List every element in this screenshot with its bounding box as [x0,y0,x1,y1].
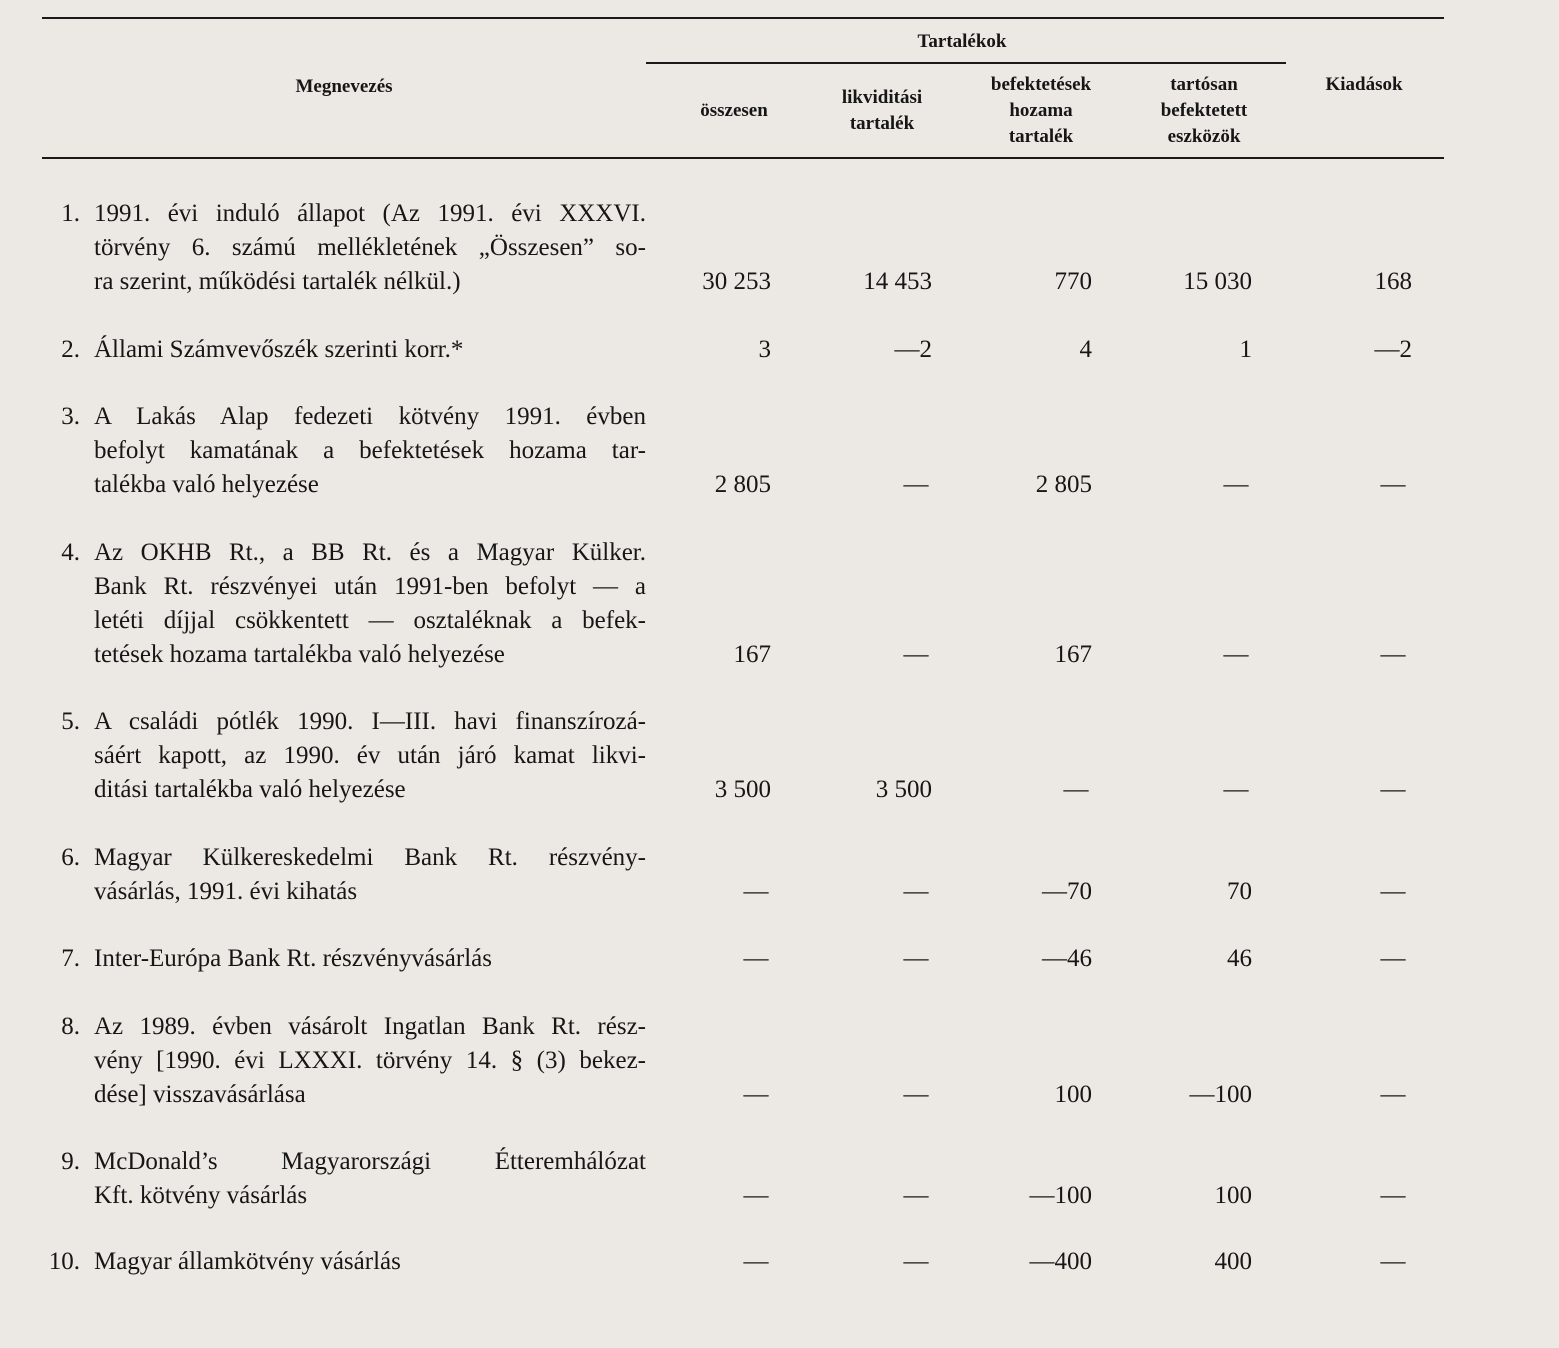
cell-tartosan-befektetett: — [1223,471,1249,498]
cell-tartosan-befektetett: — [1223,776,1249,803]
row-description [94,1245,646,1279]
row-number: 6. [61,844,80,871]
row-description-line: Magyar államkötvény vásárlás [94,1248,401,1275]
cell-likviditasi-tartalek: —2 [894,336,932,363]
cell-likviditasi-tartalek: — [903,641,929,668]
row-number: 9. [61,1148,80,1175]
cell-osszesen: — [743,1081,769,1108]
row-number: 3. [61,403,80,430]
cell-osszesen: 167 [733,641,771,668]
header-top-rule [42,17,1444,19]
cell-likviditasi-tartalek: — [903,945,929,972]
cell-befektetesek-hozama: 100 [1054,1081,1092,1108]
cell-tartosan-befektetett: 400 [1214,1248,1252,1275]
row-description-line: tetések hozama tartalékba való helyezése [94,641,505,668]
row-description [94,333,646,367]
cell-likviditasi-tartalek: 14 453 [863,268,932,295]
row-number: 4. [61,539,80,566]
row-description [94,841,646,909]
cell-osszesen: 3 500 [714,776,771,803]
row-description-line: Állami Számvevőszék szerinti korr.* [94,336,464,363]
cell-tartosan-befektetett: 46 [1227,945,1252,972]
cell-kiadasok: — [1380,776,1406,803]
cell-osszesen: 3 [758,336,771,363]
cell-likviditasi-tartalek: — [903,1248,929,1275]
row-description-line: befolyt kamatának a befektetések hozama tar- [94,437,646,464]
row-description-line: Inter-Európa Bank Rt. részvényvásárlás [94,945,492,972]
cell-likviditasi-tartalek: 3 500 [875,776,932,803]
cell-osszesen: 30 253 [702,268,771,295]
row-description-line: dése] visszavásárlása [94,1081,306,1108]
cell-kiadasok: 168 [1374,268,1412,295]
cell-befektetesek-hozama: —100 [1029,1182,1092,1209]
row-description [94,942,646,976]
cell-tartosan-befektetett: 100 [1214,1182,1252,1209]
cell-tartosan-befektetett: 15 030 [1183,268,1252,295]
row-description-line: Bank Rt. részvényei után 1991-ben befolyt — a [94,573,646,600]
cell-kiadasok: — [1380,1081,1406,1108]
row-number: 1. [61,200,80,227]
column-header-likviditasi-tartalek: likviditási tartalék [841,87,923,134]
cell-osszesen: — [743,1248,769,1275]
row-description [94,1145,646,1213]
row-description-line: 1991. évi induló állapot (Az 1991. évi XXXVI. [94,200,646,227]
row-description [94,1010,646,1112]
row-description-line: A családi pótlék 1990. I—III. havi finanszírozá- [94,708,646,735]
row-number: 7. [61,945,80,972]
row-description-line: Az OKHB Rt., a BB Rt. és a Magyar Külker. [94,539,646,566]
row-description [94,536,646,672]
cell-tartosan-befektetett: — [1223,641,1249,668]
cell-tartosan-befektetett: —100 [1189,1081,1252,1108]
row-description-line: ra szerint, működési tartalék nélkül.) [94,268,461,295]
column-header-osszesen: összesen [700,100,768,121]
row-description [94,197,646,299]
cell-befektetesek-hozama: 4 [1079,336,1092,363]
cell-kiadasok: —2 [1374,336,1412,363]
column-header-befektetesek-hozama: befektetések hozama tartalék [990,74,1092,147]
row-number: 5. [61,708,80,735]
cell-likviditasi-tartalek: — [903,1182,929,1209]
row-description [94,705,646,807]
row-description-line: sáért kapott, az 1990. év után járó kamat likvi- [94,742,646,769]
cell-kiadasok: — [1380,641,1406,668]
row-number: 2. [61,336,80,363]
row-description-line: vásárlás, 1991. évi kihatás [94,878,358,905]
cell-befektetesek-hozama: — [1063,776,1089,803]
row-description-line: letéti díjjal csökkentett — osztaléknak a befek- [94,607,646,634]
cell-befektetesek-hozama: —70 [1042,878,1092,905]
header-bottom-rule [42,157,1444,159]
cell-likviditasi-tartalek: — [903,1081,929,1108]
row-description-line: törvény 6. számú mellékletének „Összesen” so- [94,234,646,261]
cell-befektetesek-hozama: 770 [1054,268,1092,295]
row-description-line: Az 1989. évben vásárolt Ingatlan Bank Rt. rész- [94,1013,646,1040]
cell-kiadasok: — [1380,945,1406,972]
row-number: 8. [61,1013,80,1040]
cell-kiadasok: — [1380,1248,1406,1275]
cell-osszesen: — [743,1182,769,1209]
column-group-tartalekok: Tartalékok [917,31,1007,52]
cell-befektetesek-hozama: 2 805 [1035,471,1092,498]
row-number: 10. [48,1248,80,1275]
cell-likviditasi-tartalek: — [903,878,929,905]
group-underline [646,62,1286,64]
cell-osszesen: — [743,945,769,972]
cell-likviditasi-tartalek: — [903,471,929,498]
row-description-line: vény [1990. évi LXXXI. törvény 14. § (3) bekez- [94,1047,646,1074]
cell-osszesen: 2 805 [714,471,771,498]
cell-tartosan-befektetett: 1 [1239,336,1252,363]
cell-befektetesek-hozama: —400 [1029,1248,1092,1275]
row-description [94,400,646,502]
cell-befektetesek-hozama: 167 [1054,641,1092,668]
row-description-line: talékba való helyezése [94,471,319,498]
cell-kiadasok: — [1380,471,1406,498]
cell-befektetesek-hozama: —46 [1042,945,1092,972]
cell-tartosan-befektetett: 70 [1227,878,1252,905]
column-header-tartosan-befektetett: tartósan befektetett eszközök [1160,74,1248,147]
row-description-line: McDonald’s Magyarországi Étteremhálózat [94,1148,646,1175]
row-description-line: A Lakás Alap fedezeti kötvény 1991. évben [94,403,646,430]
cell-osszesen: — [743,878,769,905]
row-description-line: Kft. kötvény vásárlás [94,1182,308,1209]
column-header-megnevezes: Megnevezés [295,76,393,97]
column-header-kiadasok: Kiadások [1325,74,1403,95]
row-description-line: Magyar Külkereskedelmi Bank Rt. részvény- [94,844,646,871]
cell-kiadasok: — [1380,1182,1406,1209]
cell-kiadasok: — [1380,878,1406,905]
row-description-line: ditási tartalékba való helyezése [94,776,406,803]
